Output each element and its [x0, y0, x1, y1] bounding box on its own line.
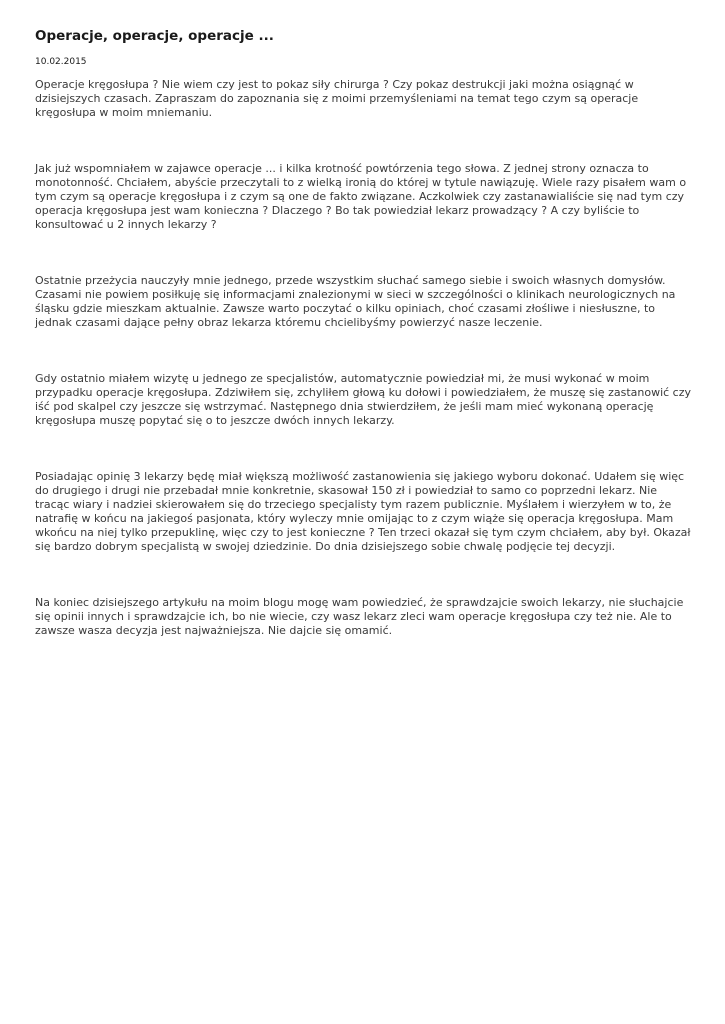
post-paragraph: Operacje kręgosłupa ? Nie wiem czy jest to pokaz siły chirurga ? Czy pokaz destrukcji jaki można osiągnąć w dzisiejszych czasach. Zapraszam do zapoznania się z moimi przemyśleniami na temat tego czym są operacje kręgosłupa w moim mniemaniu.	[35, 78, 639, 119]
post-paragraph: Posiadając opinię 3 lekarzy będę miał większą możliwość zastanowienia się jakiego wyboru dokonać. Udałem się więc do drugiego i drugi nie przebadał mnie konkretnie, skasował 150 zł i powiedział to samo co poprzedni lekarz. Nie tracąc wiary i nadziei skierowałem się do trzeciego specjalisty tym razem publicznie. Myślałem i wierzyłem w to, że natrafię w końcu na jakiegoś pasjonata, który wyleczy mnie omijając to z czym wiąże się operacja kręgosłupa. Mam wkońcu na niej tylko przepuklinę, więc czy to jest konieczne ? Ten trzeci okazał się tym czym chciałem, aby był. Okazał się bardzo dobrym specjalistą w swojej dziedzinie. Do dnia dzisiejszego sobie chwalę podjęcie tej decyzji.	[35, 470, 691, 553]
post-title: Operacje, operacje, operacje ...	[35, 28, 274, 44]
post-date: 10.02.2015	[35, 57, 87, 67]
post-paragraph: Gdy ostatnio miałem wizytę u jednego ze specjalistów, automatycznie powiedział mi, że musi wykonać w moim przypadku operacje kręgosłupa. Zdziwiłem się, zchyliłem głową ku dołowi i powiedziałem, że muszę się zastanowić czy iść pod skalpel czy jeszcze się wstrzymać. Następnego dnia stwierdziłem, że jeśli mam mieć wykonaną operację kręgosłupa muszę popytać się o to jeszcze dwóch innych lekarzy.	[35, 372, 692, 427]
post-paragraph: Jak już wspomniałem w zajawce operacje ... i kilka krotność powtórzenia tego słowa. Z jednej strony oznacza to monotonność. Chciałem, abyście przeczytali to z wielką ironią do której w tytule nawiązuję. Wiele razy pisałem wam o tym czym są operacje kręgosłupa i z czym są one de fakto związane. Aczkolwiek czy zastanawialiście się nad tym czy operacja kręgosłupa jest wam konieczna ? Dlaczego ? Bo tak powiedział lekarz prowadzący ? A czy byliście to konsultować u 2 innych lekarzy ?	[35, 162, 687, 231]
post-paragraph: Ostatnie przeżycia nauczyły mnie jednego, przede wszystkim słuchać samego siebie i swoich własnych domysłów. Czasami nie powiem posiłkuję się informacjami znalezionymi w sieci w szczególności o klinikach neurologicznych na śląsku gdzie mieszkam aktualnie. Zawsze warto poczytać o kilku opiniach, choć czasami złośliwe i niesłuszne, to jednak czasami dające pełny obraz lekarza któremu chcielibyśmy powierzyć nasze leczenie.	[35, 274, 676, 329]
post-paragraph: Na koniec dzisiejszego artykułu na moim blogu mogę wam powiedzieć, że sprawdzajcie swoich lekarzy, nie słuchajcie się opinii innych i sprawdzajcie ich, bo nie wiecie, czy wasz lekarz zleci wam operacje kręgosłupa czy też nie. Ale to zawsze wasza decyzja jest najważniejsza. Nie dajcie się omamić.	[35, 596, 684, 637]
post-body	[35, 78, 695, 638]
